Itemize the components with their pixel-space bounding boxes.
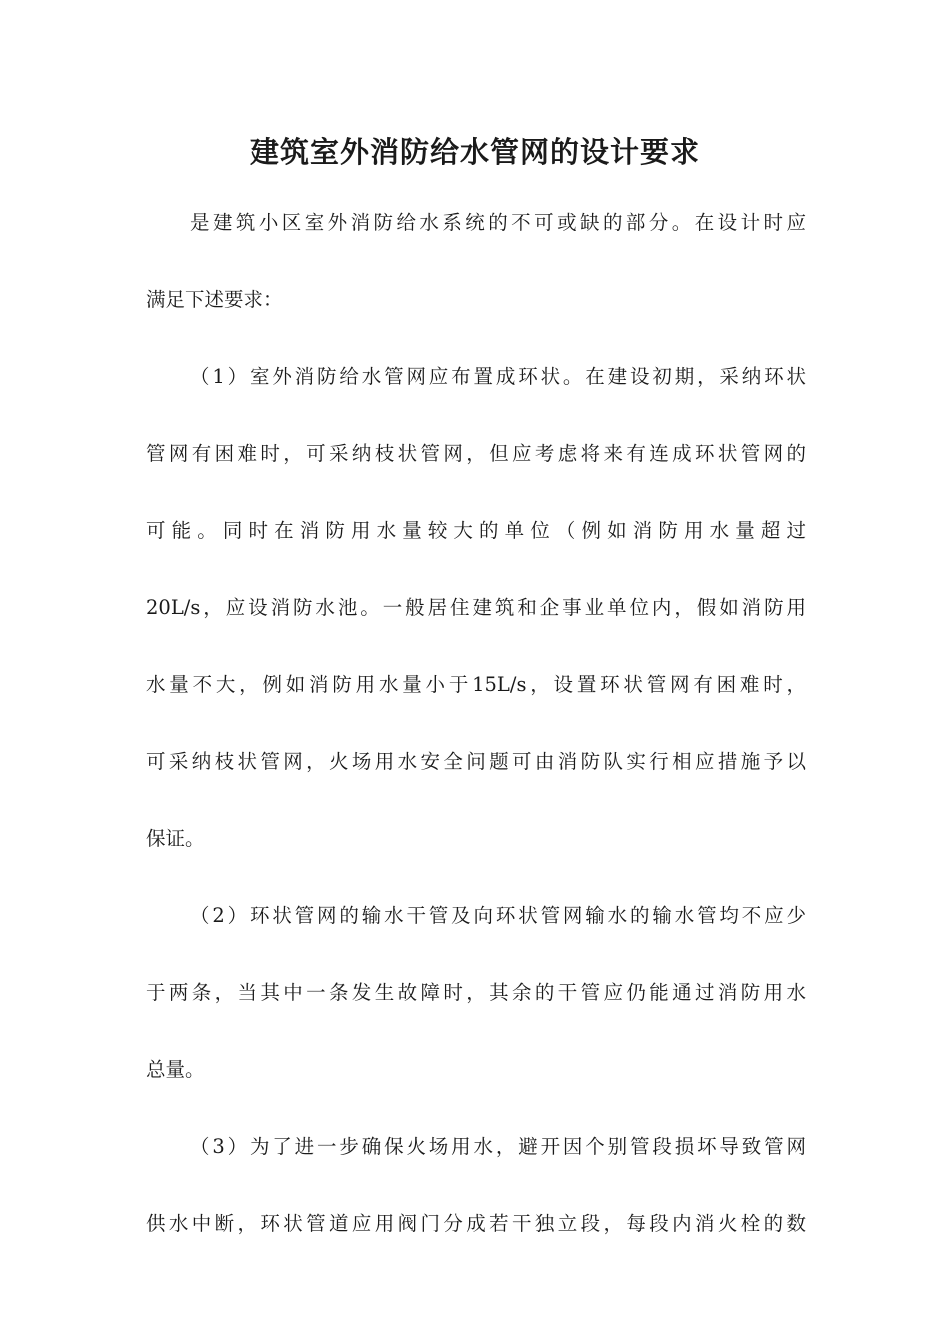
paragraph-line: 供水中断，环状管道应用阀门分成若干独立段，每段内消火栓的数 xyxy=(146,1212,806,1235)
paragraph-line: 水量不大，例如消防用水量小于15L/s，设置环状管网有困难时， xyxy=(146,673,806,696)
paragraph-line: 可采纳枝状管网，火场用水安全问题可由消防队实行相应措施予以 xyxy=(146,750,806,773)
paragraph-line: 20L/s，应设消防水池。一般居住建筑和企事业单位内，假如消防用 xyxy=(146,596,806,619)
paragraph-line: 是建筑小区室外消防给水系统的不可或缺的部分。在设计时应 xyxy=(190,211,806,234)
document-title: 建筑室外消防给水管网的设计要求 xyxy=(249,135,700,169)
paragraph-line: （2）环状管网的输水干管及向环状管网输水的输水管均不应少 xyxy=(190,904,806,927)
paragraph-line: 保证。 xyxy=(146,827,205,850)
paragraph-line: 满足下述要求： xyxy=(146,288,283,311)
paragraph-line: 总量。 xyxy=(146,1058,205,1081)
paragraph-line: 管网有困难时，可采纳枝状管网，但应考虑将来有连成环状管网的 xyxy=(146,442,806,465)
paragraph-line: （1）室外消防给水管网应布置成环状。在建设初期，采纳环状 xyxy=(190,365,806,388)
paragraph-line: 于两条，当其中一条发生故障时，其余的干管应仍能通过消防用水 xyxy=(146,981,806,1004)
paragraph-line: 可能。同时在消防用水量较大的单位（例如消防用水量超过 xyxy=(146,519,806,542)
paragraph-line: （3）为了进一步确保火场用水，避开因个别管段损坏导致管网 xyxy=(190,1135,806,1158)
